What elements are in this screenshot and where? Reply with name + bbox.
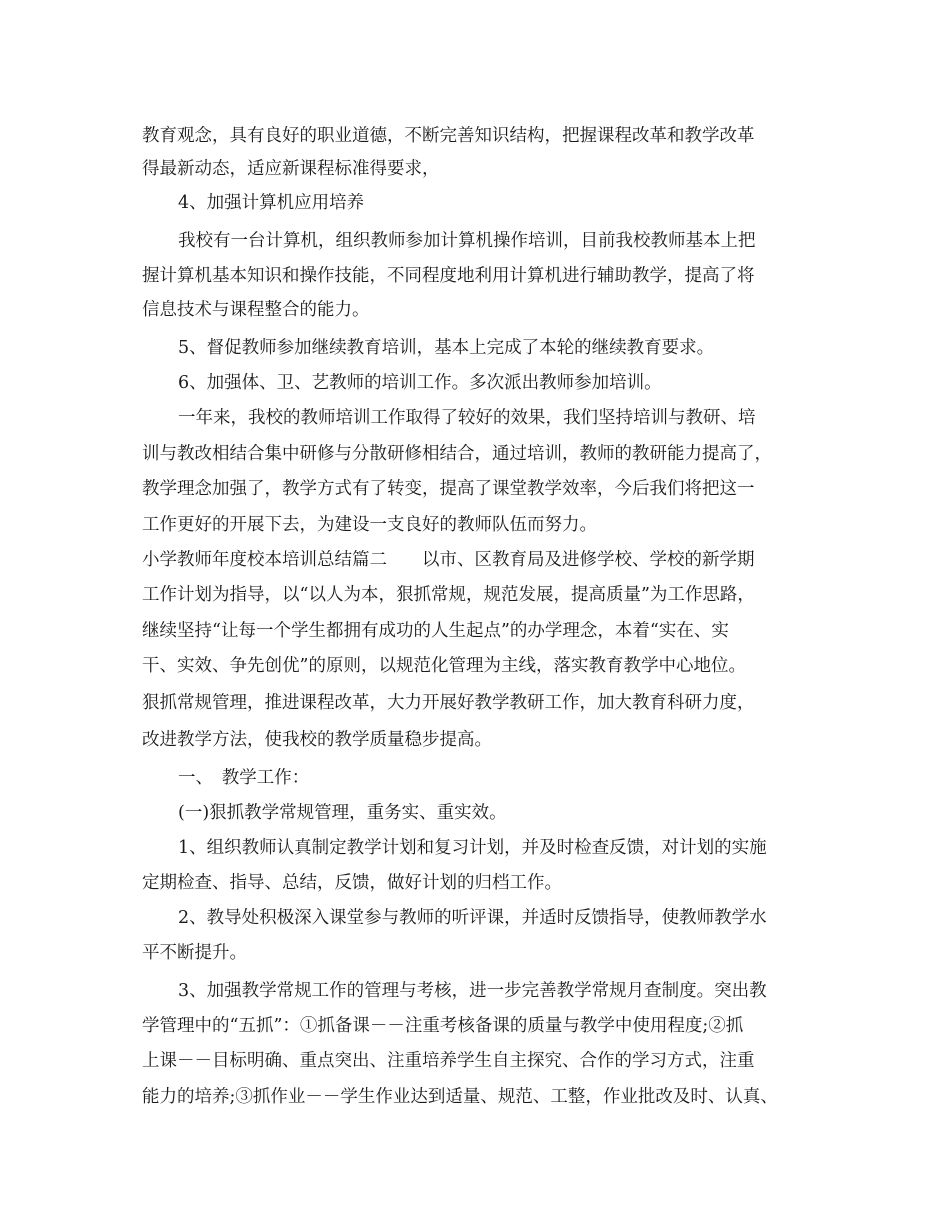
numbered-item: 6、加强体、卫、艺教师的培训工作。多次派出教师参加培训。: [178, 373, 662, 393]
text-line: 改进教学方法，使我校的教学质量稳步提高。: [142, 730, 492, 750]
text-line: 上课－－目标明确、重点突出、注重培养学生自主探究、合作的学习方式，注重: [142, 1051, 755, 1071]
section-heading-line: 小学教师年度校本培训总结篇二 以市、区教育局及进修学校、学校的新学期: [142, 550, 755, 570]
text-line: 得最新动态，适应新课程标准得要求，: [142, 159, 440, 179]
text-line: 平不断提升。: [142, 943, 247, 963]
text-line: 工作计划为指导，以“以人为本，狠抓常规，规范发展，提高质量”为工作思路，: [142, 585, 755, 605]
text-line: 狠抓常规管理，推进课程改革，大力开展好教学教研工作，加大教育科研力度，: [142, 693, 755, 713]
text-line: 工作更好的开展下去，为建设一支良好的教师队伍而努力。: [142, 515, 597, 535]
text-line: 干、实效、争先创优”的原则，以规范化管理为主线，落实教育教学中心地位。: [142, 656, 746, 676]
text-line: 能力的培养;③抓作业－－学生作业达到适量、规范、工整，作业批改及时、认真、: [142, 1087, 778, 1107]
text-line: 我校有一台计算机，组织教师参加计算机操作培训，目前我校教师基本上把: [178, 231, 756, 251]
numbered-item: 1、组织教师认真制定教学计划和复习计划，并及时检查反馈，对计划的实施: [178, 838, 767, 858]
numbered-item: 2、教导处积极深入课堂参与教师的听评课，并适时反馈指导，使教师教学水: [178, 908, 767, 928]
text-line: 教育观念，具有良好的职业道德，不断完善知识结构，把握课程改革和教学改革: [142, 126, 755, 146]
text-line: 学管理中的“五抓”：①抓备课－－注重考核备课的质量与教学中使用程度;②抓: [142, 1016, 744, 1036]
section-heading: 一、 教学工作：: [178, 768, 310, 788]
text-line: 训与教改相结合集中研修与分散研修相结合，通过培训，教师的教研能力提高了，: [142, 444, 772, 464]
text-line: 信息技术与课程整合的能力。: [142, 300, 370, 320]
subsection-heading: (一)狠抓教学常规管理，重务实、重实效。: [178, 803, 507, 823]
numbered-item: 4、加强计算机应用培养: [178, 193, 365, 213]
text-line: 教学理念加强了，教学方式有了转变，提高了课堂教学效率，今后我们将把这一: [142, 479, 755, 499]
numbered-item: 5、督促教师参加继续教育培训，基本上完成了本轮的继续教育要求。: [178, 338, 715, 358]
text-line: 一年来，我校的教师培训工作取得了较好的效果，我们坚持培训与教研、培: [178, 408, 756, 428]
numbered-item: 3、加强教学常规工作的管理与考核，进一步完善教学常规月查制度。突出教: [178, 981, 767, 1001]
text-line: 握计算机基本知识和操作技能，不同程度地利用计算机进行辅助教学，提高了将: [142, 266, 755, 286]
text-line: 定期检查、指导、总结，反馈，做好计划的归档工作。: [142, 873, 562, 893]
text-line: 继续坚持“让每一个学生都拥有成功的人生起点”的办学理念，本着“实在、实: [142, 621, 729, 641]
